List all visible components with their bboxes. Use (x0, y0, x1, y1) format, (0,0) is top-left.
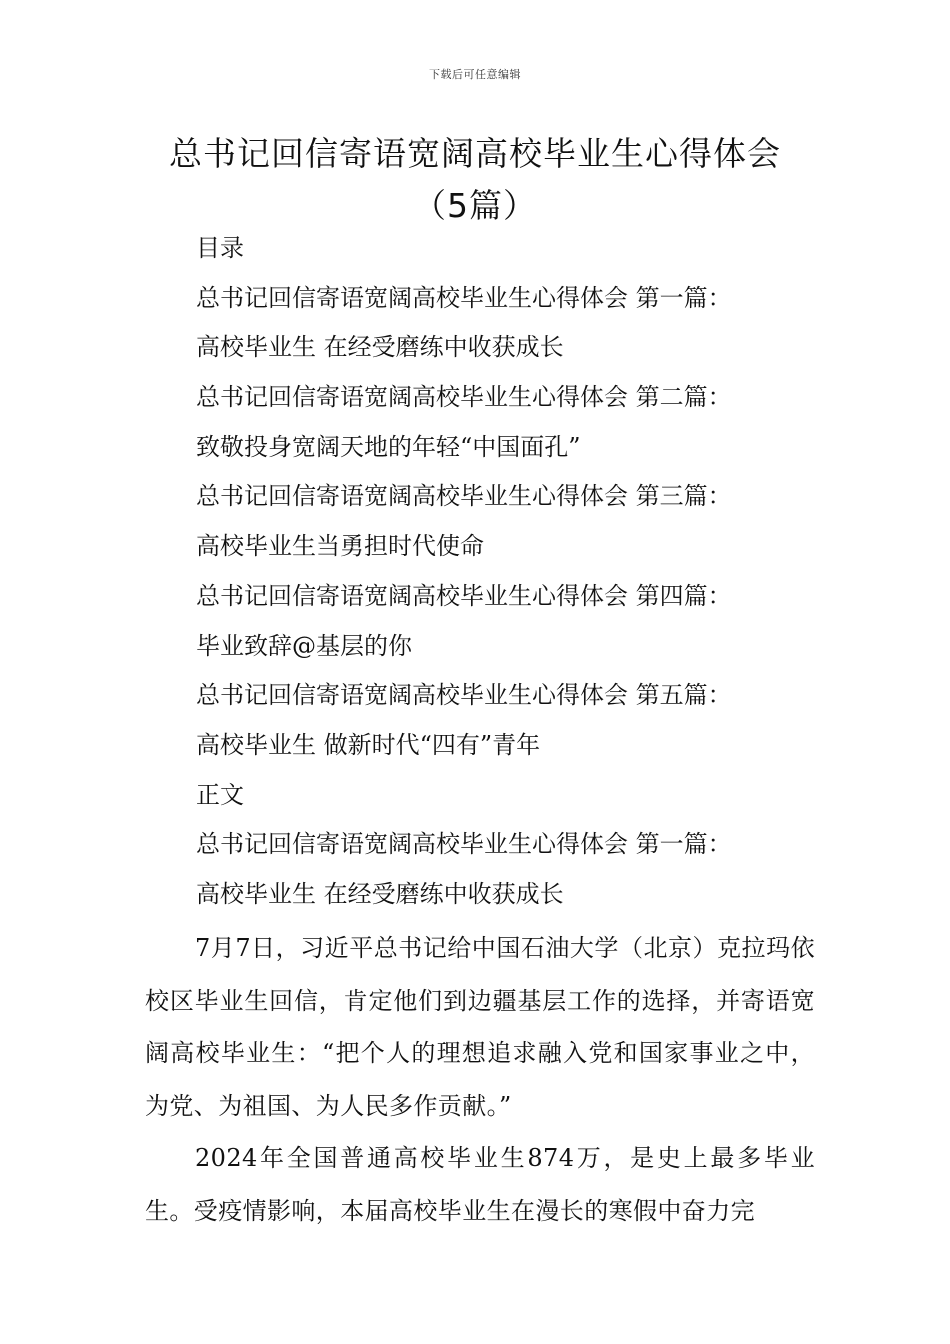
toc-item: 毕业致辞@基层的你 (196, 631, 412, 660)
body-heading: 正文 (196, 780, 244, 809)
section-subheading: 高校毕业生 在经受磨练中收获成长 (196, 879, 564, 908)
toc-item: 总书记回信寄语宽阔高校毕业生心得体会 第五篇： (196, 681, 732, 710)
paragraph: 2024年全国普通高校毕业生874万，是史上最多毕业生。受疫情影响，本届高校毕业生在漫长的寒假中奋力完 (145, 1144, 815, 1225)
header-note: 下载后可任意编辑 (429, 68, 521, 81)
document-title-line-2: （5篇） (413, 186, 537, 225)
document-title-line-1: 总书记回信寄语宽阔高校毕业生心得体会 (169, 134, 781, 173)
toc-item: 总书记回信寄语宽阔高校毕业生心得体会 第二篇： (196, 383, 732, 412)
toc-item: 高校毕业生当勇担时代使命 (196, 532, 484, 561)
body-text (145, 922, 815, 1237)
section-heading: 总书记回信寄语宽阔高校毕业生心得体会 第一篇： (196, 830, 732, 859)
toc-heading: 目录 (196, 234, 244, 262)
toc-item: 总书记回信寄语宽阔高校毕业生心得体会 第三篇： (196, 482, 732, 511)
toc-item: 高校毕业生 做新时代“四有”青年 (196, 730, 541, 759)
toc-item: 致敬投身宽阔天地的年轻“中国面孔” (196, 432, 581, 461)
toc-item: 高校毕业生 在经受磨练中收获成长 (196, 333, 564, 362)
toc-item: 总书记回信寄语宽阔高校毕业生心得体会 第四篇： (196, 581, 732, 610)
toc-item: 总书记回信寄语宽阔高校毕业生心得体会 第一篇： (196, 283, 732, 312)
table-of-contents (196, 229, 836, 925)
paragraph: 7月7日，习近平总书记给中国石油大学（北京）克拉玛依校区毕业生回信，肯定他们到边疆基层工作的选择，并寄语宽阔高校毕业生：“把个人的理想追求融入党和国家事业之中，为党、为祖国、为人民多作贡献。” (145, 934, 815, 1120)
